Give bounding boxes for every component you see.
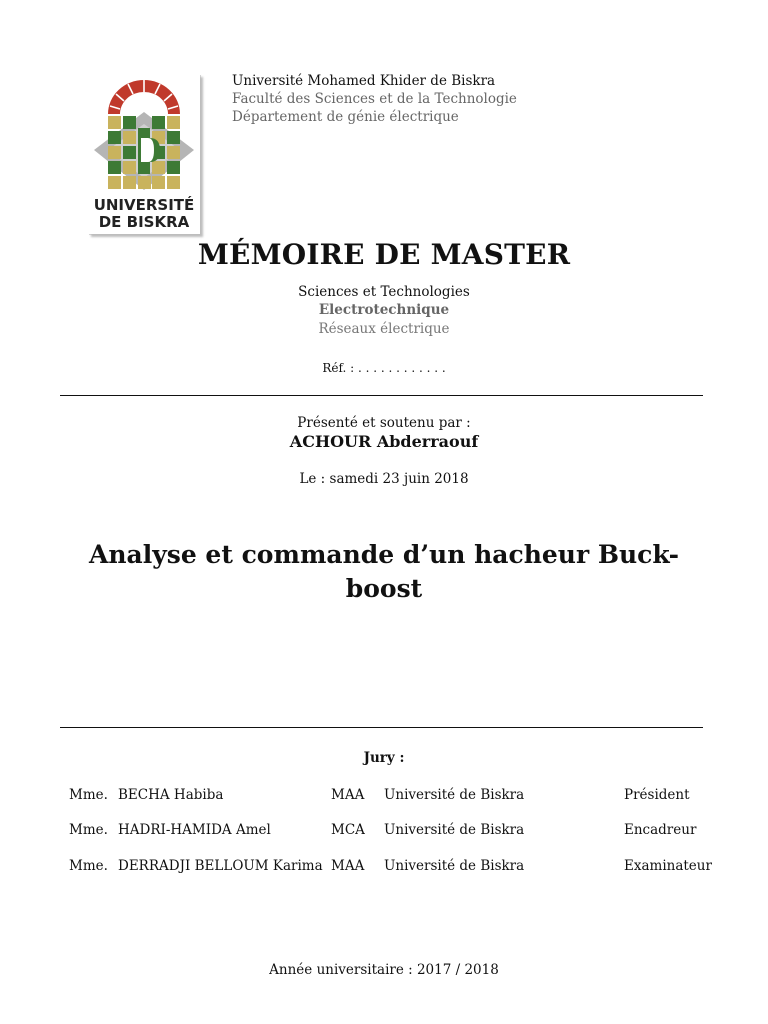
institution-header — [232, 72, 517, 126]
document-title: MÉMOIRE DE MASTER — [197, 238, 571, 271]
department-name: Département de génie électrique — [232, 109, 459, 125]
jury-institution: Université de Biskra — [384, 858, 525, 874]
reference-number: Réf. : . . . . . . . . . . . . — [322, 361, 446, 375]
jury-row — [0, 787, 768, 805]
jury-name: DERRADJI BELLOUM Karima — [118, 858, 323, 874]
logo-text-line1: UNIVERSITÉ — [93, 196, 195, 214]
faculty-name: Faculté des Sciences et de la Technologie — [232, 91, 517, 107]
jury-civility: Mme. — [69, 787, 108, 803]
divider-top — [60, 395, 703, 396]
jury-role: Président — [624, 787, 690, 803]
thesis-title — [0, 538, 768, 606]
jury-institution: Université de Biskra — [384, 822, 525, 838]
jury-role: Examinateur — [624, 858, 712, 874]
specialty-name: Electrotechnique — [318, 302, 450, 318]
jury-name: BECHA Habiba — [118, 787, 224, 803]
jury-row — [0, 822, 768, 840]
thesis-title-line2: boost — [345, 574, 423, 603]
university-seal-icon — [88, 74, 200, 234]
field-name: Sciences et Technologies — [298, 284, 470, 300]
jury-grade: MAA — [331, 787, 365, 803]
author-name: ACHOUR Abderraouf — [289, 432, 479, 451]
thesis-title-line1: Analyse et commande d’un hacheur Buck- — [88, 540, 680, 569]
presented-by-label: Présenté et soutenu par : — [297, 415, 471, 431]
jury-heading: Jury : — [363, 750, 405, 766]
university-name: Université Mohamed Khider de Biskra — [232, 73, 496, 89]
jury-institution: Université de Biskra — [384, 787, 525, 803]
divider-bottom — [60, 727, 703, 728]
option-name: Réseaux électrique — [318, 321, 450, 337]
logo-text-line2: DE BISKRA — [98, 213, 190, 231]
jury-civility: Mme. — [69, 858, 108, 874]
jury-civility: Mme. — [69, 822, 108, 838]
jury-role: Encadreur — [624, 822, 697, 838]
academic-year: Année universitaire : 2017 / 2018 — [269, 962, 499, 978]
jury-row — [0, 858, 768, 876]
defense-date: Le : samedi 23 juin 2018 — [299, 471, 469, 487]
university-logo — [88, 74, 200, 234]
jury-grade: MAA — [331, 858, 365, 874]
jury-grade: MCA — [331, 822, 365, 838]
jury-name: HADRI-HAMIDA Amel — [118, 822, 271, 838]
